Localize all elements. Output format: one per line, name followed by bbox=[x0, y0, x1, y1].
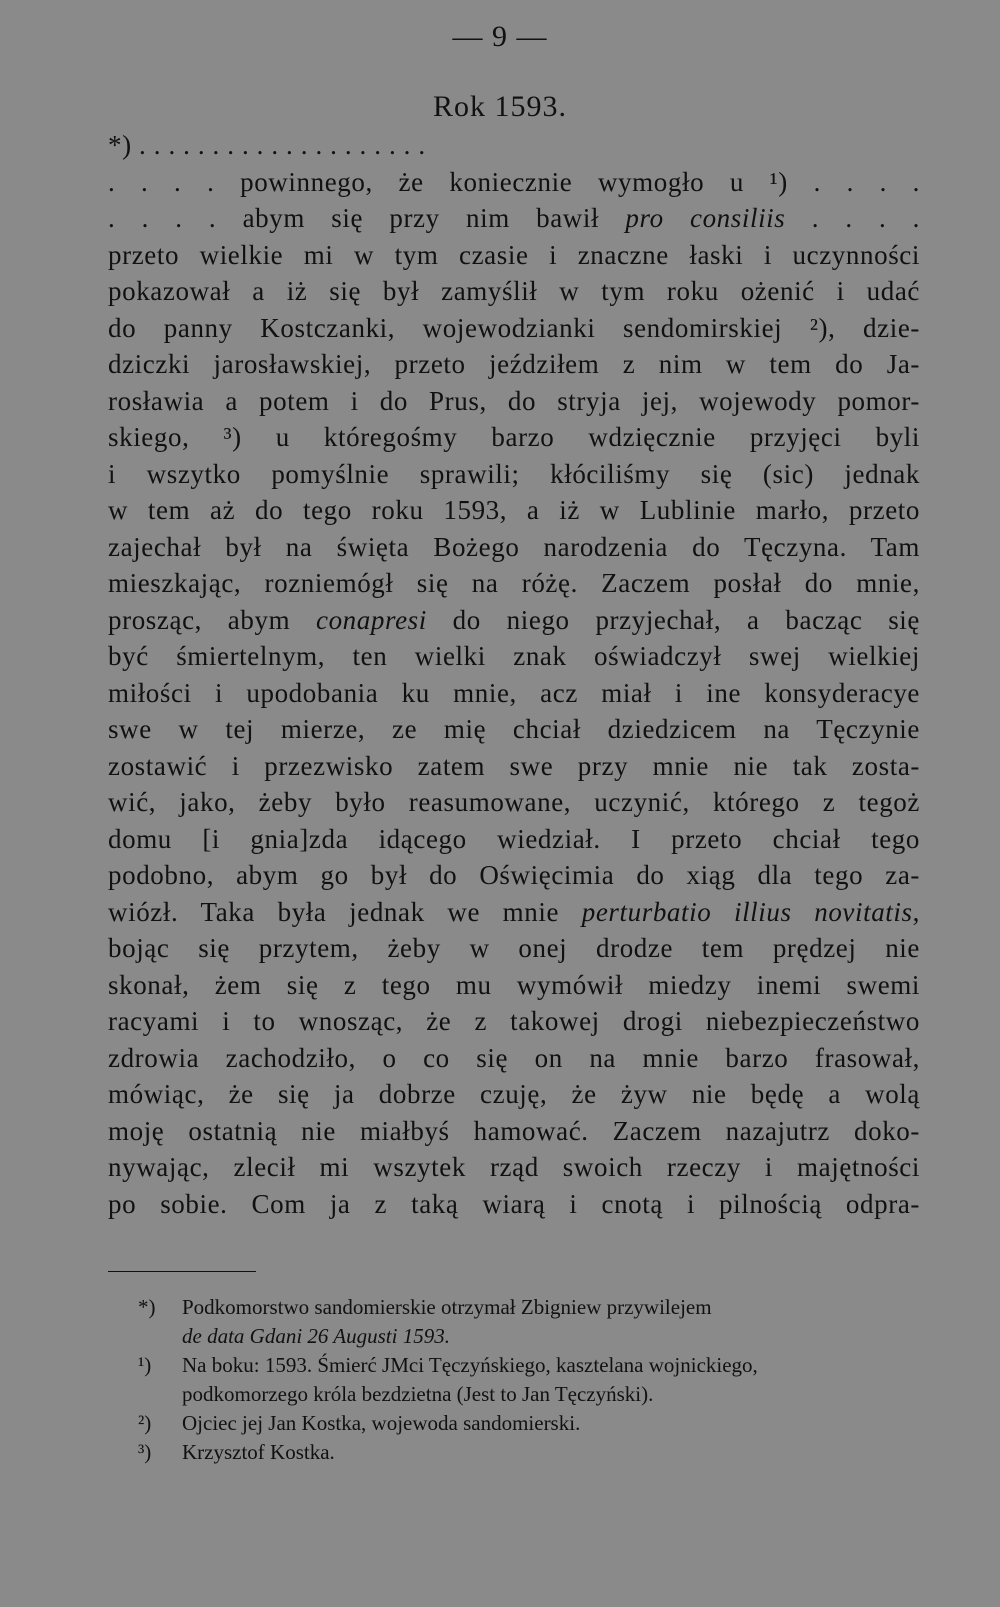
text-line: i wszytko pomyślnie sprawili; kłóciliśmy się (sic) jednak bbox=[108, 458, 920, 489]
text-line: przeto wielkie mi w tym czasie i znaczne łaski i uczynności bbox=[108, 239, 920, 270]
text-line: bojąc się przytem, żeby w onej drodze tem prędzej nie bbox=[108, 933, 920, 963]
text-line: podobno, abym go był do Oświęcimia do xiąg dla tego za- bbox=[108, 860, 920, 890]
footnote-text-continued: de data Gdani 26 Augusti 1593. bbox=[182, 1324, 450, 1348]
text-line: rosławia a potem i do Prus, do stryja jej, wojewody pomor- bbox=[108, 385, 920, 416]
footnote bbox=[138, 1438, 938, 1467]
footnote bbox=[138, 1351, 938, 1409]
text-line: skonał, żem się z tego mu wymówił miedzy inemi swemi bbox=[108, 969, 920, 1000]
footnote-mark: ²) bbox=[138, 1411, 152, 1435]
page-number: — 9 — bbox=[452, 20, 548, 53]
footnote-text: Na boku: 1593. Śmierć JMci Tęczyńskiego, kasztelana wojnickiego, bbox=[182, 1353, 758, 1377]
text-line: do panny Kostczanki, wojewodzianki sendomirskiej ²), dzie- bbox=[108, 312, 920, 343]
footnote-text: Ojciec jej Jan Kostka, wojewoda sandomierski. bbox=[182, 1411, 581, 1435]
text-line: po sobie. Com ja z taką wiarą i cnotą i pilnością odpra- bbox=[108, 1188, 920, 1219]
text-line: moję ostatnią nie miałbyś hamować. Zaczem nazajutrz doko- bbox=[108, 1115, 920, 1146]
text-line: pokazował a iż się był zamyślił w tym roku ożenić i udać bbox=[108, 276, 920, 306]
text-line: zajechał był na święta Bożego narodzenia do Tęczyna. Tam bbox=[108, 531, 920, 562]
text-line: w tem aż do tego roku 1593, a iż w Lublinie marło, przeto bbox=[108, 495, 920, 525]
year-heading: Rok 1593. bbox=[432, 90, 567, 123]
text-line: mieszkając, rozniemógł się na różę. Zaczem posłał do mnie, bbox=[108, 568, 920, 598]
text-line: . . . . abym się przy nim bawił pro consiliis . . . . bbox=[108, 203, 920, 233]
text-line: . . . . powinnego, że koniecznie wymogło u ¹) . . . . bbox=[108, 166, 920, 197]
text-line: nywając, zlecił mi wszytek rząd swoich rzeczy i majętności bbox=[108, 1152, 920, 1182]
text-line: *) . . . . . . . . . . . . . . . . . . . . bbox=[108, 130, 426, 160]
footnote bbox=[138, 1409, 938, 1438]
text-line: mówiąc, że się ja dobrze czuję, że żyw nie będę a wolą bbox=[108, 1079, 920, 1109]
text-line: racyami i to wnosząc, że z takowej drogi niebezpieczeństwo bbox=[108, 1006, 920, 1036]
footnote-mark: ³) bbox=[138, 1440, 152, 1464]
main-text bbox=[108, 127, 920, 1222]
footnote-text-continued: podkomorzego króla bezdzietna (Jest to Jan Tęczyński). bbox=[182, 1382, 654, 1406]
text-line: prosząc, abym conapresi do niego przyjechał, a bacząc się bbox=[108, 604, 920, 635]
footnote-mark: *) bbox=[138, 1295, 156, 1319]
text-line: miłości i upodobania ku mnie, acz miał i ine konsyderacye bbox=[108, 677, 920, 708]
footnotes bbox=[138, 1293, 938, 1467]
text-line: zdrowia zachodziło, o co się on na mnie barzo frasował, bbox=[108, 1042, 920, 1073]
text-line: skiego, ³) u któregośmy barzo wdzięcznie przyjęci byli bbox=[108, 422, 920, 452]
footnote bbox=[138, 1293, 938, 1351]
footnote-mark: ¹) bbox=[138, 1353, 152, 1377]
text-line: być śmiertelnym, ten wielki znak oświadczył swej wielkiej bbox=[108, 641, 920, 671]
text-line: wić, jako, żeby było reasumowane, uczynić, którego z tegoż bbox=[108, 787, 920, 817]
footnote-text: Krzysztof Kostka. bbox=[182, 1440, 335, 1464]
text-line: wiózł. Taka była jednak we mnie perturbatio illius novitatis, bbox=[108, 896, 920, 927]
text-line: dziczki jarosławskiej, przeto jeździłem z nim w tem do Ja- bbox=[108, 349, 920, 379]
footnote-text: Podkomorstwo sandomierskie otrzymał Zbigniew przywilejem bbox=[182, 1295, 712, 1319]
footnote-divider bbox=[108, 1271, 256, 1272]
text-line: zostawić i przezwisko zatem swe przy mnie nie tak zosta- bbox=[108, 750, 920, 781]
text-line: domu [i gnia]zda idącego wiedział. I przeto chciał tego bbox=[108, 823, 920, 854]
text-line: swe w tej mierze, ze mię chciał dziedzicem na Tęczynie bbox=[108, 714, 920, 744]
